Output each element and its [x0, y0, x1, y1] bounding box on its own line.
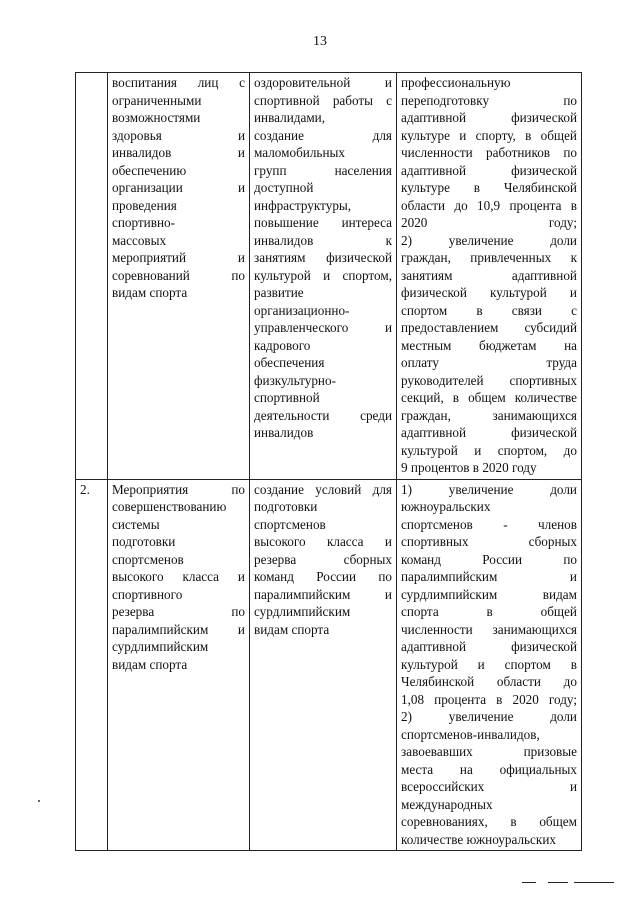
text-line: количестве южноуральских: [401, 831, 556, 847]
text-line: повышение интереса: [254, 215, 392, 230]
text-line: культуре и спорту, в общей: [401, 127, 577, 143]
purpose-cell: [250, 479, 397, 851]
measures-table: [75, 72, 582, 851]
text-line: инвалидами,: [254, 110, 326, 125]
text-line: занятиям адаптивной: [401, 267, 577, 283]
text-line: развитие: [254, 285, 304, 300]
text-line: спортивного: [112, 586, 183, 602]
text-line: создание условий для: [254, 481, 392, 497]
text-line: инвалидов к: [254, 232, 392, 248]
text-line: культурой и спортом,: [254, 267, 392, 283]
text-line: деятельности среди: [254, 407, 392, 423]
text-line: команд России по: [401, 551, 577, 567]
scan-mark: [522, 882, 536, 883]
text-line: здоровья и: [112, 127, 245, 143]
text-line: физической культурой и: [401, 285, 577, 300]
text-line: секций, в общем количестве: [401, 390, 577, 405]
text-line: спортивной: [254, 390, 320, 405]
text-line: паралимпийским и: [112, 621, 245, 637]
text-line: высокого класса и: [254, 534, 392, 549]
text-line: спортсменов: [254, 516, 326, 532]
text-line: 1) увеличение доли: [401, 481, 577, 497]
table-row: [76, 73, 582, 480]
scan-speck: [38, 800, 40, 802]
text-line: команд России по: [254, 569, 392, 584]
text-line: видам спорта: [112, 285, 188, 300]
text-line: паралимпийским и: [254, 586, 392, 602]
text-line: инвалидов и: [112, 145, 245, 160]
text-line: соревнованиях, в общем: [401, 814, 577, 829]
text-line: 9 процентов в 2020 году: [401, 460, 537, 475]
text-line: инвалидов: [254, 425, 314, 440]
text-line: соревнований по: [112, 267, 245, 283]
text-line: области до 10,9 процента в: [401, 197, 577, 213]
text-line: 2020 году;: [401, 215, 577, 230]
text-line: маломобильных: [254, 145, 345, 160]
text-line: культуре в Челябинской: [401, 180, 577, 195]
text-line: граждан, занимающихся: [401, 407, 577, 423]
text-line: культурой и спортом, до: [401, 442, 577, 458]
text-line: физкультурно-: [254, 372, 336, 388]
text-line: спортсменов-инвалидов,: [401, 726, 540, 742]
text-line: групп населения: [254, 162, 392, 178]
text-line: кадрового: [254, 337, 311, 353]
text-line: оздоровительной и: [254, 75, 392, 90]
page-number: 13: [313, 34, 327, 49]
text-line: адаптивной физической: [401, 425, 577, 440]
scan-mark: [548, 882, 568, 883]
text-line: спортивно-: [112, 215, 176, 230]
text-line: всероссийских и: [401, 779, 577, 794]
text-line: спортсменов - членов: [401, 516, 577, 532]
indicator-cell: [397, 479, 582, 851]
purpose-cell: [250, 73, 397, 480]
text-line: места на официальных: [401, 761, 577, 777]
measure-name-cell: [108, 479, 250, 851]
text-line: Мероприятия по: [112, 481, 245, 497]
scan-mark: [574, 882, 614, 883]
indicator-cell: [397, 73, 582, 480]
text-line: 2) увеличение доли: [401, 232, 577, 248]
text-line: южноуральских: [401, 499, 491, 514]
text-line: доступной: [254, 180, 314, 195]
text-line: 2) увеличение доли: [401, 709, 577, 724]
text-line: численности работников по: [401, 145, 577, 160]
text-line: видам спорта: [112, 656, 188, 672]
text-line: руководителей спортивных: [401, 372, 577, 388]
text-line: сурдлимпийским: [254, 604, 351, 619]
text-line: завоевавших призовые: [401, 744, 577, 759]
text-line: подготовки: [254, 499, 318, 514]
text-line: граждан, привлеченных к: [401, 250, 577, 265]
text-line: сурдлимпийским видам: [401, 586, 577, 602]
text-line: профессиональную: [401, 75, 511, 90]
text-line: спортсменов: [112, 551, 184, 567]
text-line: воспитания лиц с: [112, 75, 245, 90]
text-line: проведения: [112, 197, 177, 213]
text-line: спортивных сборных: [401, 534, 577, 549]
measure-name-cell: [108, 73, 250, 480]
text-line: паралимпийским и: [401, 569, 577, 584]
text-line: международных: [401, 796, 493, 812]
text-line: сурдлимпийским: [112, 639, 209, 654]
text-line: ограниченными: [112, 92, 202, 108]
text-line: переподготовку по: [401, 92, 577, 108]
text-line: организационно-: [254, 302, 350, 318]
text-line: спорта в общей: [401, 604, 577, 619]
text-line: предоставлением субсидий: [401, 320, 577, 335]
text-line: организации и: [112, 180, 245, 195]
text-line: местным бюджетам на: [401, 337, 577, 353]
text-line: 1,08 процента в 2020 году;: [401, 691, 577, 707]
text-line: возможностями: [112, 110, 201, 125]
text-line: обеспечения: [254, 355, 325, 370]
text-line: управленческого и: [254, 320, 392, 335]
text-line: Челябинской области до: [401, 674, 577, 689]
text-line: обеспечению: [112, 162, 187, 178]
row-number-cell: [76, 73, 108, 480]
table-row: [76, 479, 582, 851]
text-line: культурой и спортом в: [401, 656, 577, 672]
text-line: адаптивной физической: [401, 639, 577, 654]
text-line: инфраструктуры,: [254, 197, 352, 213]
text-line: занятиям физической: [254, 250, 392, 265]
text-line: спортивной работы с: [254, 92, 392, 108]
text-line: резерва сборных: [254, 551, 392, 567]
text-line: видам спорта: [254, 621, 330, 637]
text-line: спортом в связи с: [401, 302, 577, 318]
text-line: численности занимающихся: [401, 621, 577, 637]
text-line: создание для: [254, 127, 392, 143]
row-number-cell: 2.: [76, 479, 108, 851]
text-line: адаптивной физической: [401, 162, 577, 178]
text-line: оплату труда: [401, 355, 577, 370]
text-line: высокого класса и: [112, 569, 245, 584]
text-line: массовых: [112, 232, 167, 248]
text-line: подготовки: [112, 534, 176, 549]
text-line: мероприятий и: [112, 250, 245, 265]
text-line: резерва по: [112, 604, 245, 619]
text-line: совершенствованию: [112, 499, 227, 514]
text-line: адаптивной физической: [401, 110, 577, 125]
text-line: системы: [112, 516, 160, 532]
